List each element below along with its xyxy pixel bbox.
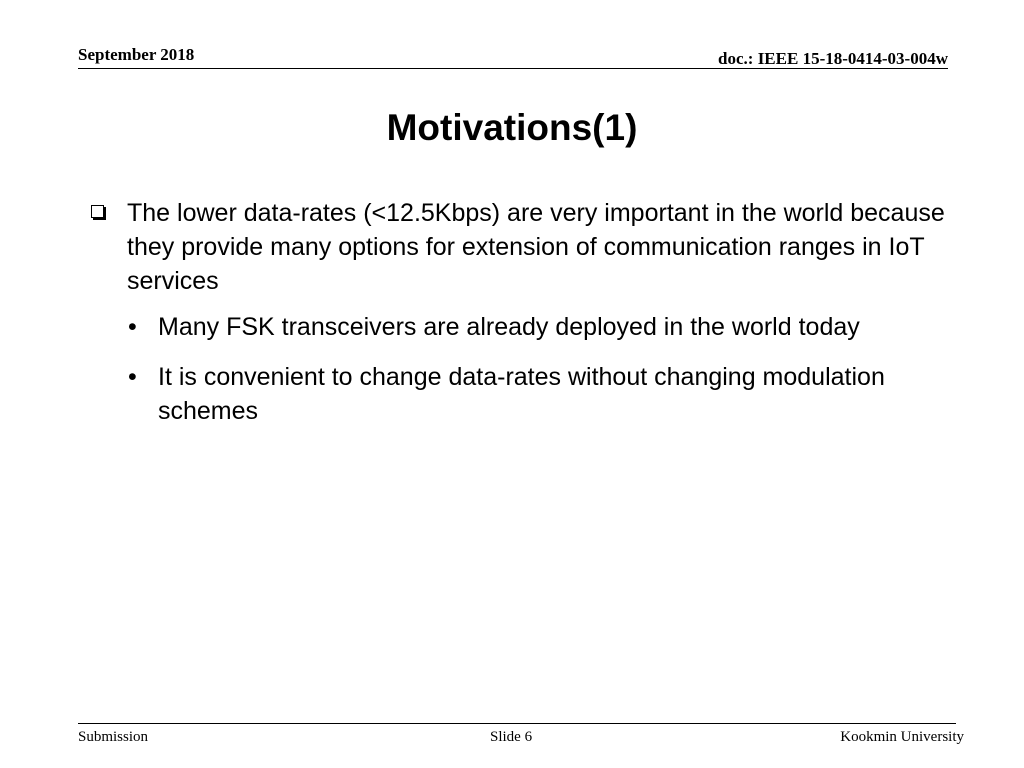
header-date: September 2018 <box>78 45 195 64</box>
bullet-item <box>90 196 960 298</box>
sub-bullet-item <box>90 310 960 344</box>
bullet-dot-icon: • <box>128 313 137 341</box>
footer-divider <box>78 723 956 724</box>
footer-organization: Kookmin University <box>840 729 964 745</box>
bullet-dot-icon: • <box>128 363 137 391</box>
slide-title: Motivations(1) <box>386 107 638 148</box>
sub-bullet-item <box>90 360 960 428</box>
bullet-text: The lower data-rates (<12.5Kbps) are very important in the world because they provide many options for extension of communication ranges in IoT services <box>127 199 945 295</box>
header-document-id: doc.: IEEE 15-18-0414-03-004w <box>718 49 948 68</box>
sub-bullet-text: Many FSK transceivers are already deployed in the world today <box>158 313 860 341</box>
footer-submission: Submission <box>78 729 149 745</box>
slide-body <box>90 196 960 444</box>
header-divider <box>78 68 948 69</box>
footer-slide-number: Slide 6 <box>490 729 533 745</box>
sub-bullet-text: It is convenient to change data-rates without changing modulation schemes <box>158 363 885 425</box>
checkbox-square-icon <box>91 205 104 218</box>
